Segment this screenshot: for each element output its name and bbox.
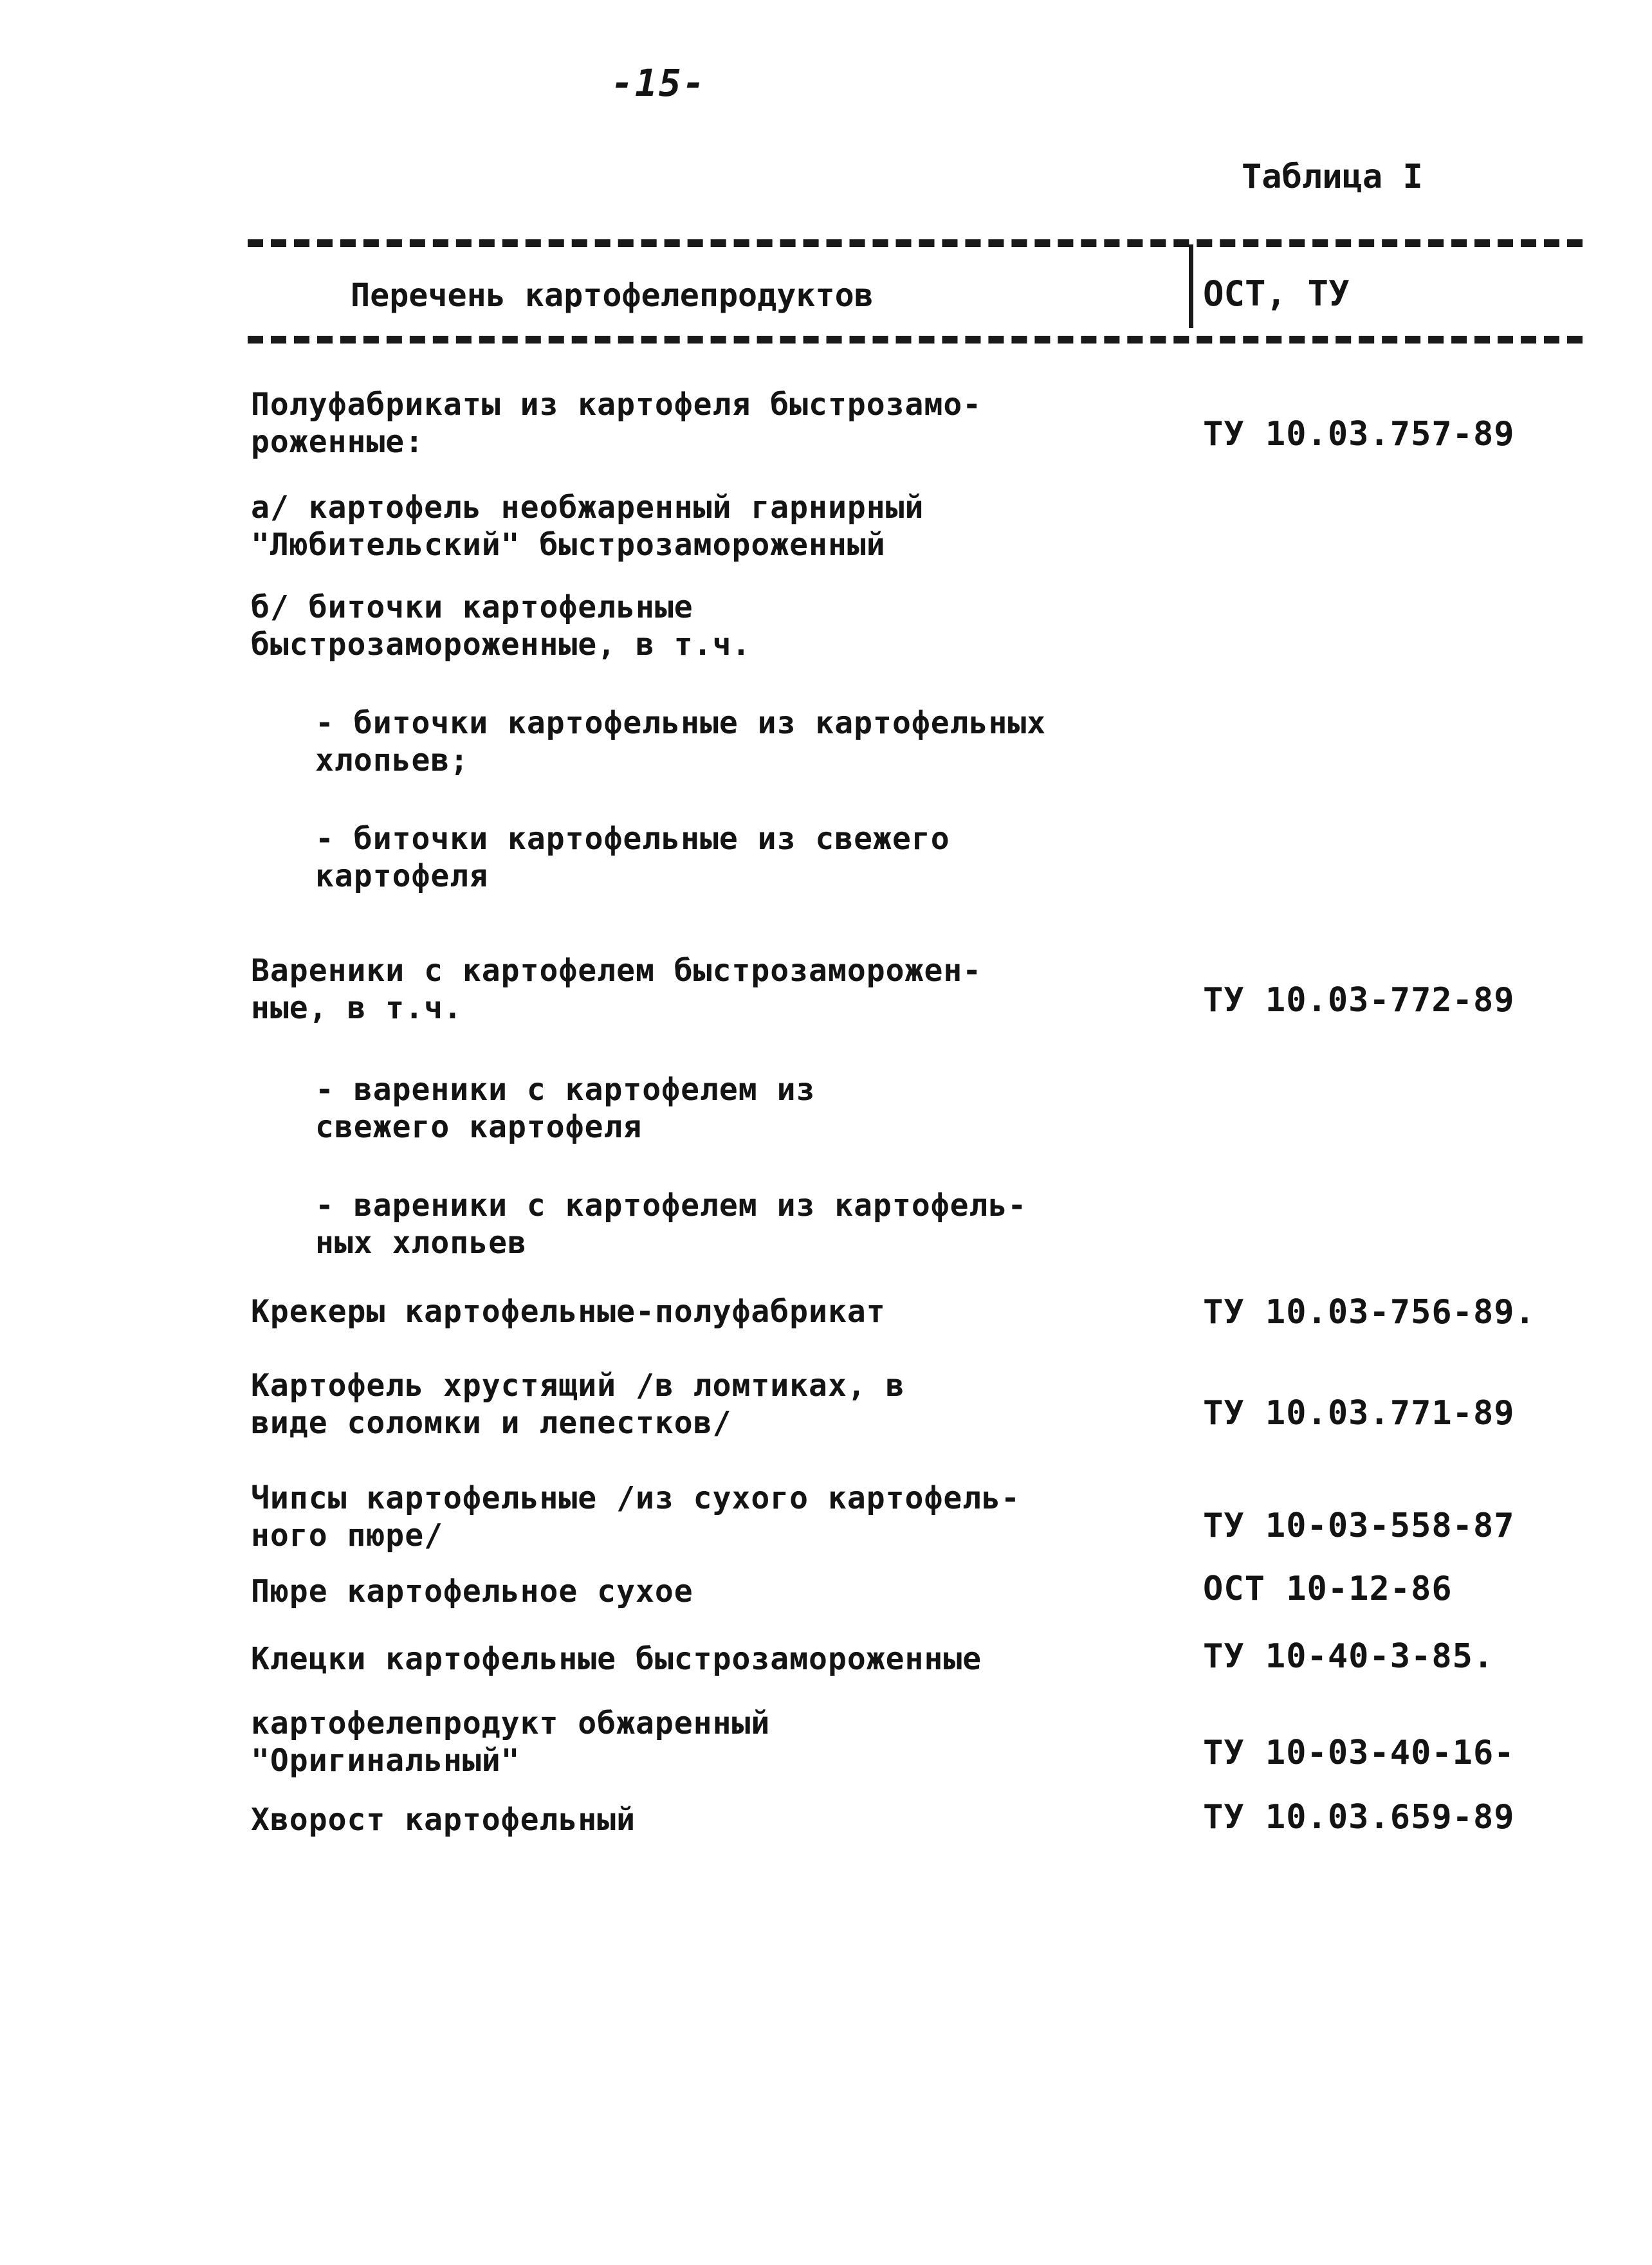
row-code: ТУ 10-03-40-16- — [1203, 1734, 1515, 1772]
row-name: Хворост картофельный — [251, 1802, 636, 1838]
header-product-list: Перечень картофелепродуктов — [351, 277, 874, 314]
row-code: ТУ 10-03-558-87 — [1203, 1507, 1515, 1545]
page-number: -15- — [611, 61, 706, 105]
row-name: - биточки картофельные из свежего картофеля — [315, 821, 950, 894]
row-name: б/ биточки картофельные быстрозамороженные, в т.ч. — [251, 589, 751, 663]
row-name: - вареники с картофелем из свежего картофеля — [315, 1072, 816, 1145]
table-top-rule — [248, 239, 1583, 247]
row-code: ТУ 10-40-3-85. — [1203, 1637, 1494, 1676]
row-name: - биточки картофельные из картофельных хлопьев; — [315, 705, 1047, 778]
row-code: ТУ 10.03-756-89. — [1203, 1293, 1536, 1332]
row-name: Полуфабрикаты из картофеля быстрозамо- роженные: — [251, 387, 982, 460]
row-name: Крекеры картофельные-полуфабрикат — [251, 1294, 886, 1330]
row-name: картофелепродукт обжаренный "Оригинальный" — [251, 1705, 771, 1779]
row-name: Пюре картофельное сухое — [251, 1573, 693, 1609]
row-name: Чипсы картофельные /из сухого картофель- ного пюре/ — [251, 1480, 1020, 1554]
row-name: Картофель хрустящий /в ломтиках, в виде соломки и лепестков/ — [251, 1368, 905, 1441]
row-code: ТУ 10.03.757-89 — [1203, 415, 1515, 454]
row-code: ТУ 10.03.771-89 — [1203, 1394, 1515, 1433]
row-name: - вареники с картофелем из картофель- ных хлопьев — [315, 1188, 1027, 1261]
row-name: Клецки картофельные быстрозамороженные — [251, 1641, 982, 1677]
table-caption: Таблица I — [1242, 158, 1423, 196]
table-header-rule — [248, 336, 1583, 344]
row-name: а/ картофель необжаренный гарнирный "Любительский" быстрозамороженный — [251, 490, 924, 563]
row-code: ОСТ 10-12-86 — [1203, 1570, 1453, 1608]
row-code: ТУ 10.03.659-89 — [1203, 1798, 1515, 1837]
header-standard: ОСТ, ТУ — [1203, 273, 1350, 314]
column-divider — [1189, 244, 1193, 328]
row-code: ТУ 10.03-772-89 — [1203, 981, 1515, 1020]
row-name: Вареники с картофелем быстрозаморожен- ные, в т.ч. — [251, 953, 982, 1026]
